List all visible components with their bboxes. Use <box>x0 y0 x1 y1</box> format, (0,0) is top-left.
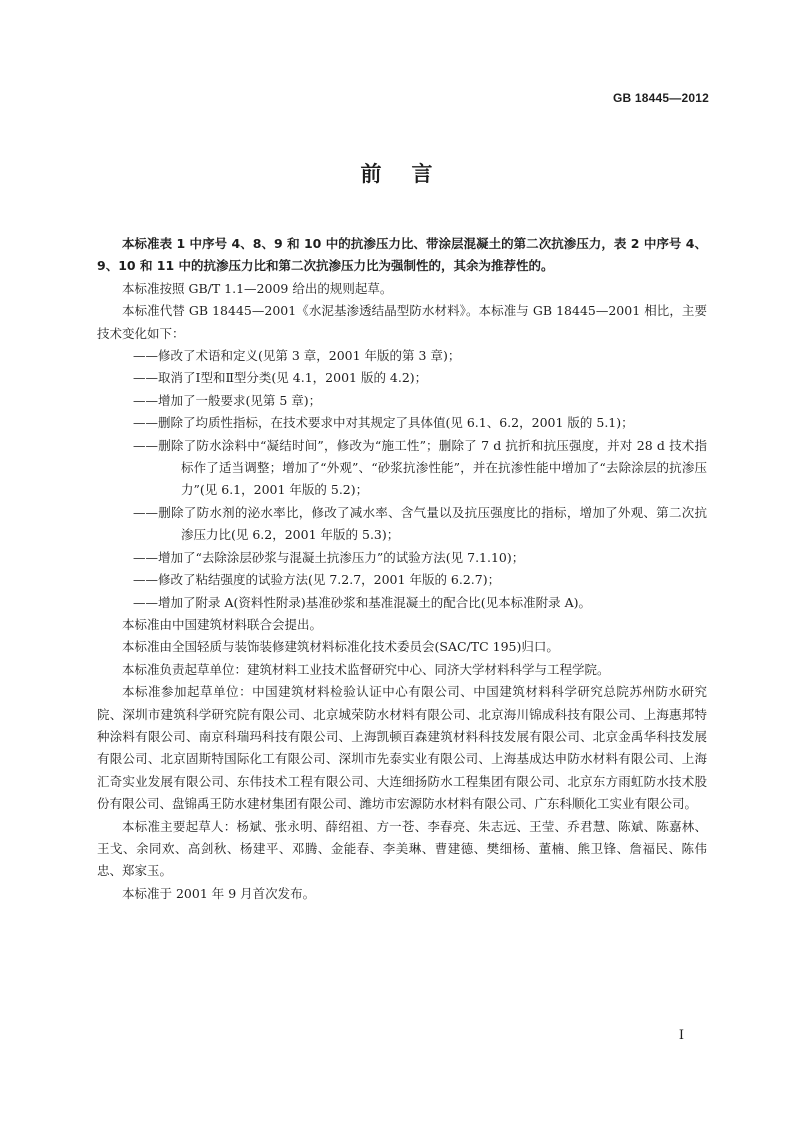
lead-drafters-paragraph: 本标准负责起草单位：建筑材料工业技术监督研究中心、同济大学材料科学与工程学院。 <box>122 661 610 677</box>
mandatory-clause-paragraph: 本标准表 1 中序号 4、8、9 和 10 中的抗渗压力比、带涂层混凝土的第二次抗渗压力，表 2 中序号 4、9、10 和 11 中的抗渗压力比和第二次抗渗压力比为强制性的，其余为推荐性的。 <box>97 236 707 274</box>
changes-list <box>97 345 707 614</box>
list-item: ——增加了一般要求(见第 5 章)； <box>133 392 322 408</box>
committee-paragraph: 本标准由全国轻质与装饰装修建筑材料标准化技术委员会(SAC/TC 195)归口。 <box>122 639 559 655</box>
page-title: 前言 <box>360 162 463 186</box>
page-number: I <box>678 1028 684 1043</box>
first-release-paragraph: 本标准于 2001 年 9 月首次发布。 <box>122 885 316 901</box>
list-item: ——删除了防水涂料中“凝结时间”，修改为“施工性”；删除了 7 d 抗折和抗压强度，并对 28 d 技术指标作了适当调整；增加了“外观”、“砂浆抗渗性能”，并在抗渗性能中增加了“去除涂层的抗渗压力”(见 6.1，2001 年版的 5.2)； <box>133 437 707 498</box>
participating-drafters-paragraph: 本标准参加起草单位：中国建筑材料检验认证中心有限公司、中国建筑材料科学研究总院苏州防水研究院、深圳市建筑科学研究院有限公司、北京城荣防水材料有限公司、北京海川锦成科技有限公司、上海惠邦特种涂料有限公司、南京科瑞玛科技有限公司、上海凯顿百森建筑材料科技发展有限公司、北京金禹华科技发展有限公司、北京固斯特国际化工有限公司、深圳市先泰实业有限公司、上海基成达申防水材料有限公司、上海汇奇实业发展有限公司、东伟技术工程有限公司、大连细扬防水工程集团有限公司、北京东方雨虹防水技术股份有限公司、盘锦禹王防水建材集团有限公司、潍坊市宏源防水材料有限公司、广东科顺化工实业有限公司。 <box>97 684 707 812</box>
list-item: ——删除了防水剂的泌水率比，修改了减水率、含气量以及抗压强度比的指标，增加了外观、第二次抗渗压力比(见 6.2，2001 年版的 5.3)； <box>133 504 707 543</box>
list-item: ——取消了Ⅰ型和Ⅱ型分类(见 4.1，2001 版的 4.2)； <box>133 370 428 386</box>
list-item: ——删除了均质性指标，在技术要求中对其规定了具体值(见 6.1、6.2，2001 版的 5.1)； <box>133 415 634 431</box>
main-drafters-paragraph: 本标准主要起草人：杨斌、张永明、薛绍祖、方一苍、李春亮、朱志远、王莹、乔君慧、陈斌、陈嘉林、王戈、余同欢、高剑秋、杨建平、邓腾、金能春、李美琳、曹建德、樊细杨、董楠、熊卫锋、詹福民、陈伟忠、郑家玉。 <box>97 818 707 879</box>
list-item: ——修改了粘结强度的试验方法(见 7.2.7，2001 年版的 6.2.7)； <box>133 572 501 588</box>
proposer-paragraph: 本标准由中国建筑材料联合会提出。 <box>122 616 323 632</box>
standard-number: GB 18445—2012 <box>613 91 709 105</box>
drafting-rules-paragraph: 本标准按照 GB/T 1.1—2009 给出的规则起草。 <box>122 280 393 296</box>
list-item: ——修改了术语和定义(见第 3 章，2001 年版的第 3 章)； <box>133 348 461 364</box>
foreword-body <box>97 233 707 905</box>
list-item: ——增加了附录 A(资料性附录)基准砂浆和基准混凝土的配合比(见本标准附录 A)。 <box>133 594 592 610</box>
list-item: ——增加了“去除涂层砂浆与混凝土抗渗压力”的试验方法(见 7.1.10)； <box>133 549 525 565</box>
replacement-paragraph: 本标准代替 GB 18445—2001《水泥基渗透结晶型防水材料》。本标准与 GB 18445—2001 相比，主要技术变化如下： <box>97 303 707 341</box>
